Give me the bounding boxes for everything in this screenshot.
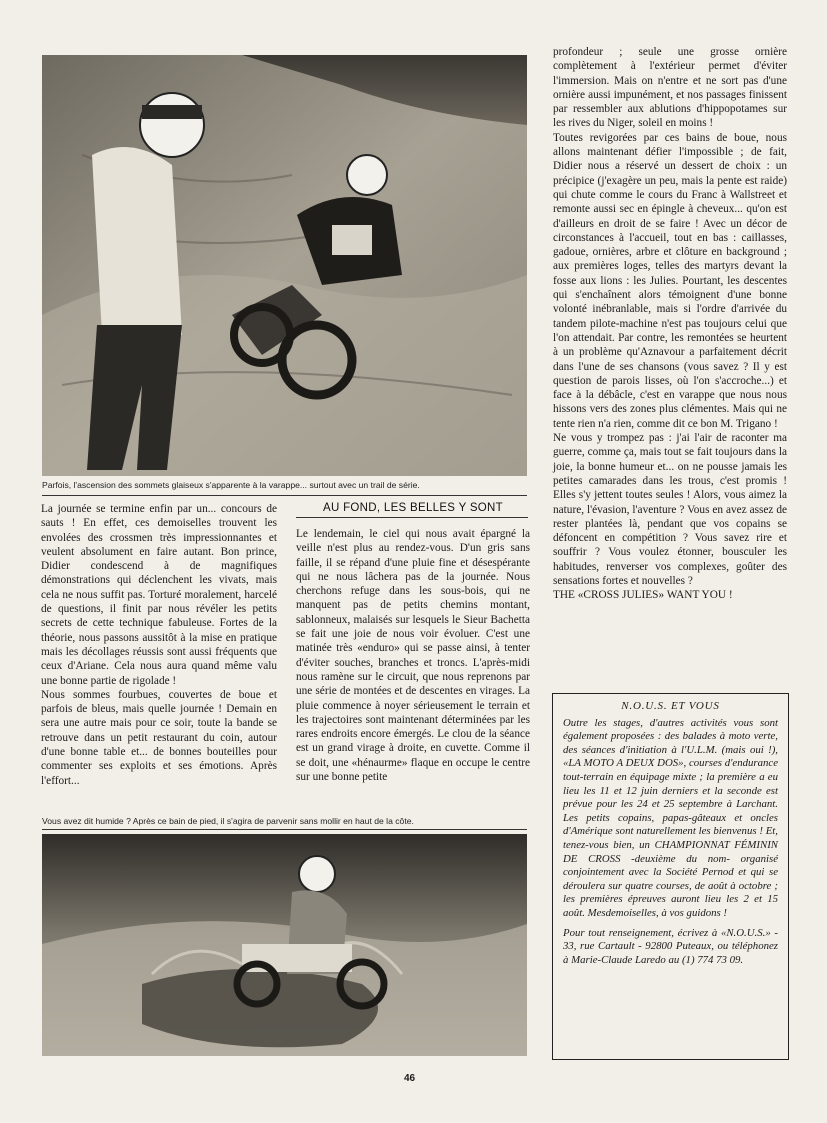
column-right-paragraph-1: profondeur ; seule une grosse ornière complètement à l'extérieur permet d'éviter l'immersion. Mais on n'entre et ne sort pas d'une ornière aussi impunément, et nos passages finissent par ressembler aux ablutions d'hippopotames sur les rives du Niger, soleil en moins ! [553, 46, 787, 130]
column-middle-paragraph-1: Le lendemain, le ciel qui nous avait épargné la veille n'est plus au rendez-vous. D'un gris sans faille, il se répand d'une pluie fine et désespérante qui ne nous lâchera pas de la journée. Nous cherchons refuge dans les sous-bois, qui ne manquent pas de petits chemins montant, sablonneux, malaisés sur lesquels le Sieur Bachetta se fait une joie de nous voir évoluer. C'est une matinée très «enduro» qui se passe ainsi, à tenter d'éviter souches, branches et troncs. L'après-midi nous ramène sur le circuit, que nous reprenons par une série de montées et de descentes en virages. La pluie commence à noyer sérieusement le terrain et les trajectoires sont maintenant déterminées par les rares endroits encore émergés. Le clou de la séance est un grand virage à droite, en cuvette. Comme il se doit, une «hénaurme» flaque en occupe le centre sur une bonne petite [296, 528, 530, 784]
column-right-paragraph-3: Ne vous y trompez pas : j'ai l'air de raconter ma guerre, comme ça, mais tout se fait toujours dans la joie, la bonne humeur et... on ne pousse jamais les petites camarades dans les trous, c'est promis ! Elles s'y jettent toutes seules ! Alors, vous aimez la nature, l'évasion, l'aventure ? Vous en avez assez de rester plantées là, pendant que vos copains se défoncent en compétition ? Vous savez rire et souffrir ? Vous voulez étonner, bousculer les habitudes, renverser vos complexes, goûter des sensations fortes et nouvelles ? [553, 432, 787, 587]
box-title: N.O.U.S. ET VOUS [621, 700, 720, 712]
box-body: Outre les stages, d'autres activités vous sont également proposées : des balades à moto verte, des séances d'initiation à l'U.L.M. (mais oui !), «LA MOTO A DEUX DOS», courses d'endurance tout-terrain en équipage mixte ; la première a eu lieu les 11 et 12 juin derniers et la seconde est prévue pour les 24 et 25 septembre à Larchant. Les petits copains, papas-gâteaux et oncles d'Amérique sont naturellement les bienvenus ! Et, tenez-vous bien, un CHAMPIONNAT FÉMININ DE CROSS -deuxième du nom- organisé conjointement avec la Société Pernod et qui se déroulera sur quatre courses, de août à octobre ; les premières épreuves auront lieu les 2 et 15 août. Mesdemoiselles, à vos guidons ! [563, 716, 778, 919]
page-number: 46 [404, 1073, 416, 1084]
nous-et-vous-box [552, 693, 789, 1060]
photo-top-rider-climbing [42, 55, 527, 476]
column-left-paragraph-1: La journée se termine enfin par un... concours de sauts ! En effet, ces demoiselles trouvent les envolées des crossmen très impressionnantes et veulent absolument en faire autant. Bon prince, Didier condescend à de magnifiques démonstrations qui déclenchent les vivats, mais cela ne nous suffit pas. Torturé moralement, harcelé de questions, il finit par nous révéler les petits secrets de cette technique fabuleuse. Fortes de la théorie, nous passons aussitôt à la mise en pratique mais les décollages réussis sont aussi fréquents que ceux d'Ariane. Cela nous aura quand même valu une bonne partie de rigolade ! [41, 503, 277, 687]
box-contact: Pour tout renseignement, écrivez à «N.O.U.S.» - 33, rue Cartault - 92800 Puteaux, ou téléphonez à Marie-Claude Laredo au (1) 774 73 09. [563, 926, 778, 966]
caption-top: Parfois, l'ascension des sommets glaiseux s'apparente à la varappe... surtout avec un trail de série. [42, 480, 420, 490]
caption-bottom-rule [42, 829, 527, 830]
photo-bottom-rider-puddle [42, 834, 527, 1056]
caption-bottom: Vous avez dit humide ? Après ce bain de pied, il s'agira de parvenir sans mollir en haut de la côte. [42, 816, 414, 826]
caption-top-rule [42, 495, 527, 496]
column-middle [296, 527, 530, 784]
column-right-slogan: THE «CROSS JULIES» WANT YOU ! [553, 589, 733, 602]
column-left-paragraph-2: Nous sommes fourbues, couvertes de boue et parfois de bleus, mais quelle journée ! Demain en sera une autre mais pour ce soir, toute la bande se retrouve dans un petit restaurant du coin, autour d'une bonne table et... de bonnes bouteilles pour commenter ses exploits et ses émotions. Après l'effort... [41, 688, 277, 787]
column-right-paragraph-2: Toutes revigorées par ces bains de boue, nous allons maintenant défier l'impossible ; de fait, Didier nous a réservé un dessert de choix : un précipice (j'exagère un peu, mais la pente est raide) qui chute comme le cours du Franc à Wallstreet et remonte aussi sec en épingle à cheveux... qu'on est d'ailleurs en droit de se faire ! Avec un décor de circonstances à l'accueil, tout en bas : caillasses, gadoue, ornières, arbre et clôture en background ; aux premières loges, telles des martyrs devant la fosse aux lions : les Julies. Pourtant, les descentes qui s'enchaînent alors témoignent d'une bonne volonté inébranlable, mais si l'ordre d'arrivée du tandem pilote-machine n'est pas toujours celui que l'on attendait. Par contre, les remontées se heurtent à un problème qu'Aznavour a parfaitement décrit dans l'une de ses chansons (vous savez ? Il y est question de parois lisses, où l'on s'accroche...) et face à la débâcle, c'est en varappe que nous nous hissons vers des zones plus clémentes. Mais qui ne tente rien n'a rien, comme dit ce bon M. Trigano ! [553, 131, 787, 430]
column-left [41, 502, 277, 788]
section-heading-rule [296, 517, 528, 518]
section-heading: AU FOND, LES BELLES Y SONT [323, 502, 503, 514]
column-right [553, 45, 787, 603]
